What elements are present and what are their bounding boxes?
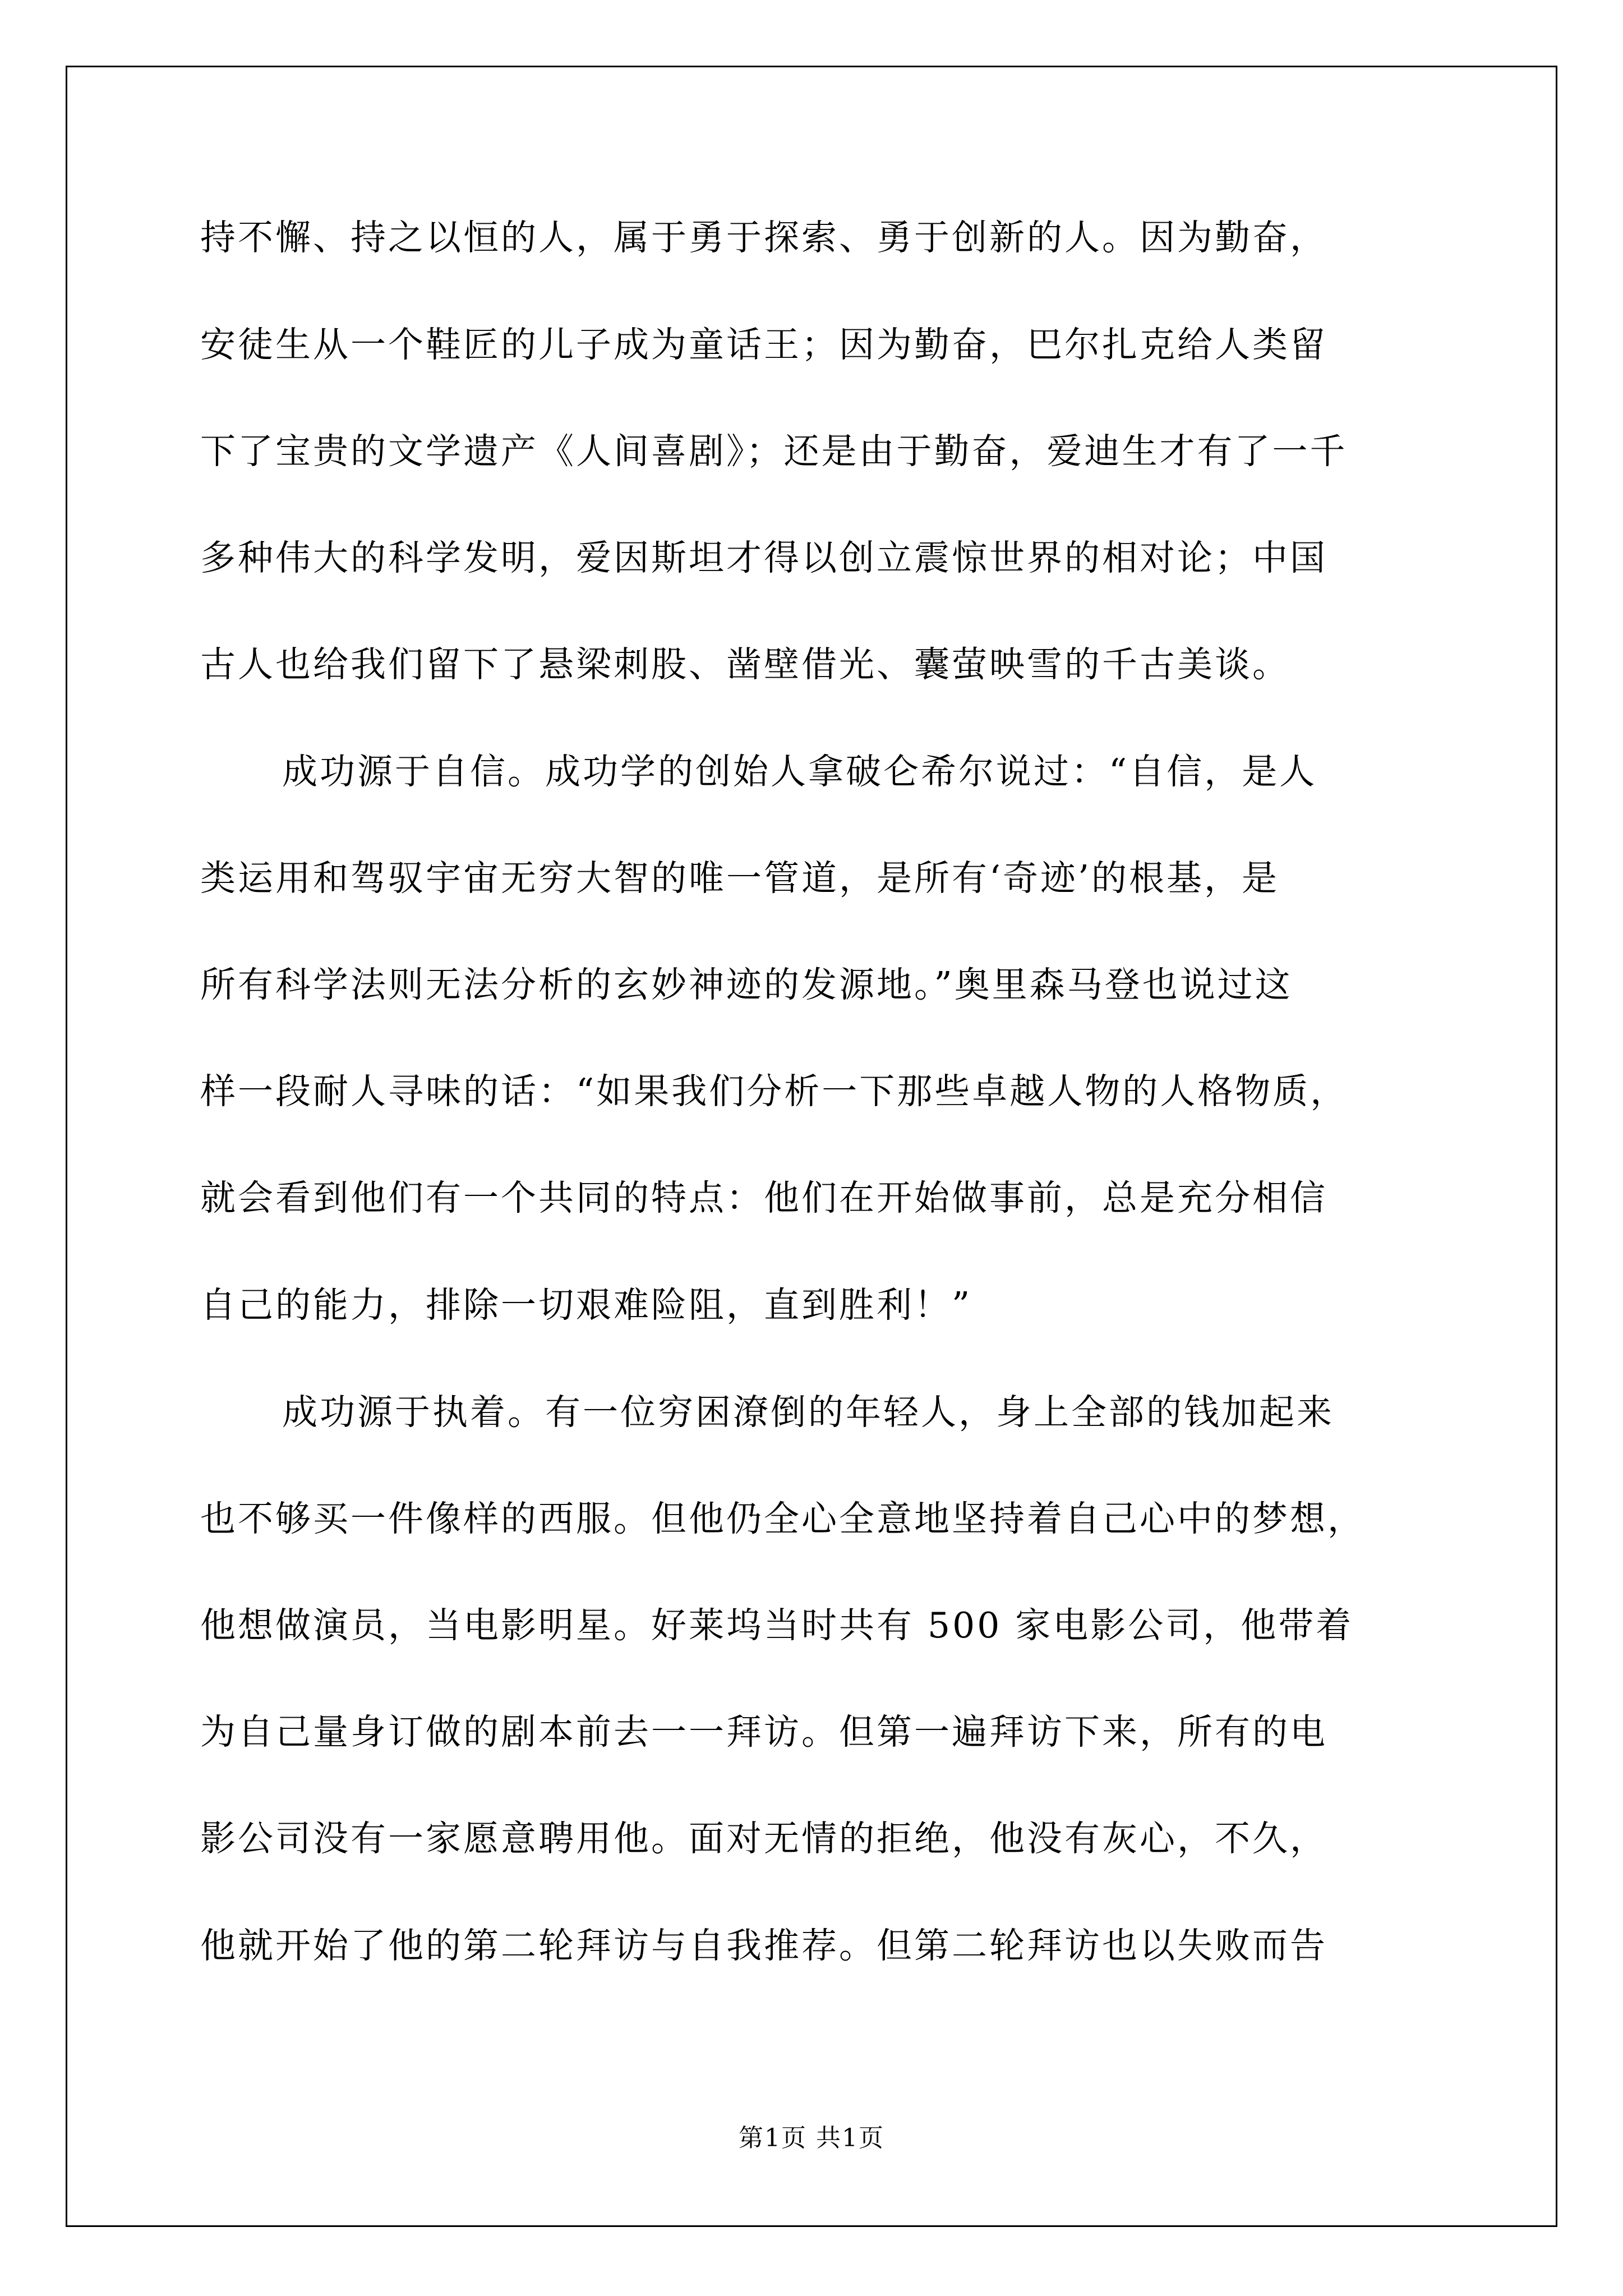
text-line: 也不够买一件像样的西服。但他仍全心全意地坚持着自己心中的梦想， — [200, 1498, 1365, 1539]
text-line: 类运用和驾驭宇宙无穷大智的唯一管道，是所有‘奇迹’的根基，是 — [200, 858, 1280, 899]
text-line: 为自己量身订做的剧本前去一一拜访。但第一遍拜访下来，所有的电 — [200, 1711, 1327, 1752]
text-line: 安徒生从一个鞋匠的儿子成为童话王；因为勤奋，巴尔扎克给人类留 — [200, 324, 1327, 365]
text-line: 他就开始了他的第二轮拜访与自我推荐。但第二轮拜访也以失败而告 — [200, 1925, 1327, 1966]
text-line: 下了宝贵的文学遗产《人间喜剧》；还是由于勤奋，爱迪生才有了一千 — [200, 431, 1348, 472]
text-line: 持不懈、持之以恒的人，属于勇于探索、勇于创新的人。因为勤奋， — [200, 217, 1327, 258]
text-line: 多种伟大的科学发明，爱因斯坦才得以创立震惊世界的相对论；中国 — [200, 537, 1327, 578]
text-line: 古人也给我们留下了悬梁刺股、凿壁借光、囊萤映雪的千古美谈。 — [200, 644, 1290, 685]
text-line: 样一段耐人寻味的话：“如果我们分析一下那些卓越人物的人格物质， — [200, 1071, 1348, 1112]
text-line: 就会看到他们有一个共同的特点：他们在开始做事前，总是充分相信 — [200, 1177, 1327, 1218]
page-border — [66, 66, 1557, 2227]
paragraph-first-line: 成功源于执着。有一位穷困潦倒的年轻人，身上全部的钱加起来 — [282, 1392, 1334, 1433]
text-line: 所有科学法则无法分析的玄妙神迹的发源地。”奥里森马登也说过这 — [200, 964, 1293, 1005]
text-line: 他想做演员，当电影明星。好莱坞当时共有 500 家电影公司，他带着 — [200, 1605, 1354, 1646]
page-footer: 第1页 共1页 — [739, 2124, 884, 2152]
paragraph-first-line: 成功源于自信。成功学的创始人拿破仑希尔说过：“自信，是人 — [282, 751, 1317, 792]
text-line: 影公司没有一家愿意聘用他。面对无情的拒绝，他没有灰心，不久， — [200, 1818, 1327, 1859]
text-line: 自己的能力，排除一切艰难险阻，直到胜利！” — [200, 1285, 972, 1326]
